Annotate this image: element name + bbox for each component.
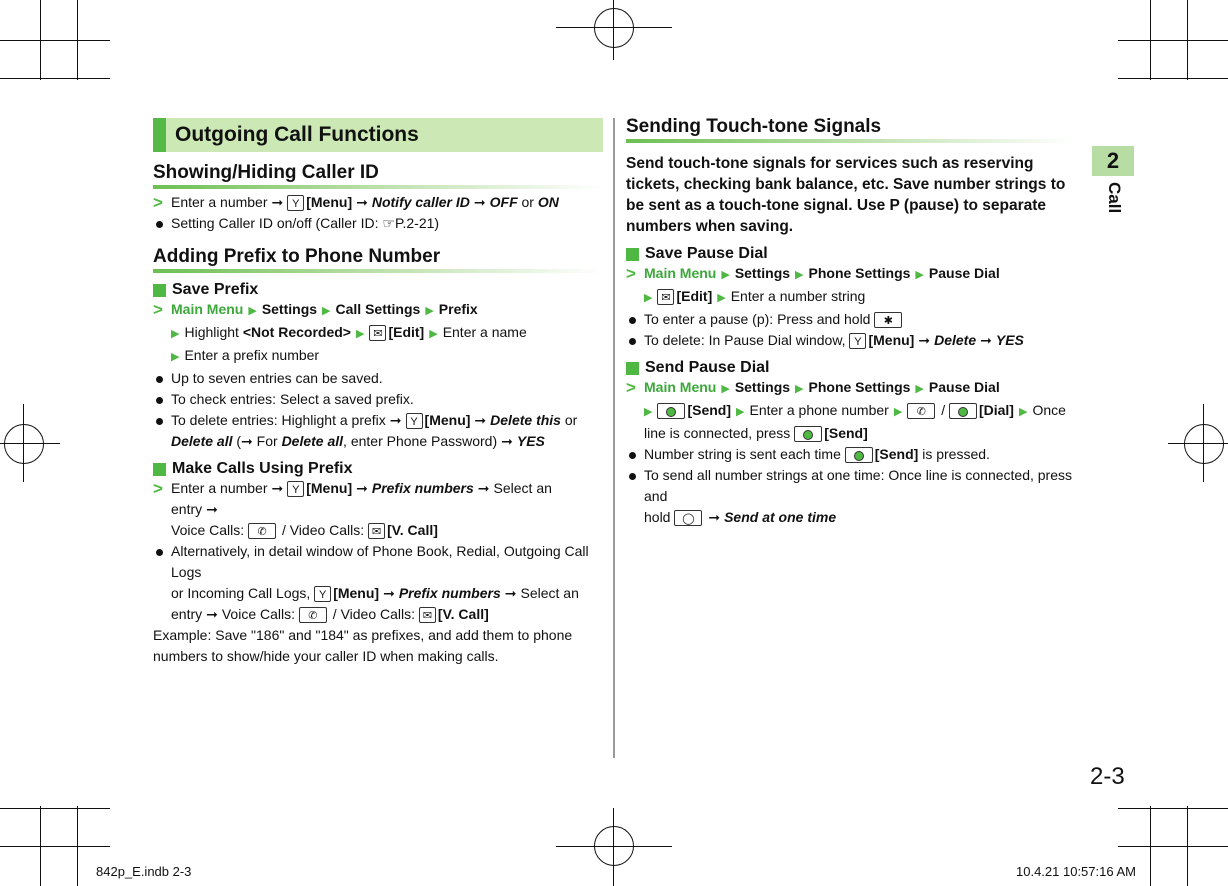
- slug-file: 842p_E.indb 2-3: [96, 864, 192, 879]
- send-pause-note-2: To send all number strings at one time: Once line is connected, press and hold ◯ ➞ Send at one time: [626, 465, 1076, 528]
- save-pause-note-2: To delete: In Pause Dial window, Y [Menu] ➞ Delete ➞ YES: [626, 330, 1076, 351]
- reference-icon: ☞: [382, 215, 395, 231]
- menu-key-icon: Y: [287, 195, 304, 211]
- slug-stamp: 10.4.21 10:57:16 AM: [1016, 864, 1136, 879]
- save-prefix-note-2: To check entries: Select a saved prefix.: [153, 389, 603, 410]
- chapter-tab: [1092, 146, 1134, 176]
- left-column: [153, 118, 603, 667]
- save-prefix-step: ▶ Highlight <Not Recorded> ▶ ✉ [Edit] ▶ Enter a name: [171, 324, 527, 341]
- save-pause-heading: Save Pause Dial: [626, 245, 1076, 263]
- save-pause-note-1: To enter a pause (p): Press and hold ✱: [626, 309, 1076, 330]
- mail-key-icon: ✉: [368, 523, 385, 539]
- example-line-1: Example: Save "186" and "184" as prefixes, and add them to phone: [153, 627, 573, 643]
- make-calls-heading: Make Calls Using Prefix: [153, 460, 603, 478]
- right-column: [626, 116, 1076, 528]
- save-pause-path: > Main Menu ▶ Settings ▶ Phone Settings ▶ Pause Dial: [626, 264, 1000, 283]
- make-calls-note: Alternatively, in detail window of Phone Book, Redial, Outgoing Call Logs or Incoming Call Logs, Y [Menu] ➞ Prefix numbers ➞ Select an entry ➞ Voice Calls: ✆ / Video Calls: ✉ [V. Call]: [153, 541, 603, 625]
- page-number: 2-3: [1090, 763, 1125, 790]
- chapter-label: Call: [1105, 182, 1124, 214]
- send-pause-heading: Send Pause Dial: [626, 359, 1076, 377]
- save-prefix-note-1: Up to seven entries can be saved.: [153, 368, 603, 389]
- caller-id-step: > Enter a number ➞ Y [Menu] ➞ Notify caller ID ➞ OFF or ON: [153, 193, 559, 212]
- example-line-2: numbers to show/hide your caller ID when making calls.: [153, 648, 499, 664]
- touch-tone-heading: Sending Touch-tone Signals: [626, 116, 1076, 143]
- mail-key-icon: ✉: [369, 325, 386, 341]
- side-key-icon: ◯: [674, 510, 702, 526]
- section-title: Outgoing Call Functions: [153, 118, 603, 152]
- center-key-icon: [657, 403, 685, 419]
- save-prefix-note-3: To delete entries: Highlight a prefix ➞ Y [Menu] ➞ Delete this or Delete all (➞ For Delete all, enter Phone Password) ➞ YES: [153, 410, 603, 452]
- asterisk-key-icon: ✱: [874, 312, 902, 328]
- square-icon: [153, 463, 166, 476]
- chapter-number: 2: [1106, 148, 1120, 173]
- caller-id-note: Setting Caller ID on/off (Caller ID: ☞P.2-21): [153, 213, 603, 234]
- square-icon: [153, 284, 166, 297]
- send-pause-path: > Main Menu ▶ Settings ▶ Phone Settings ▶ Pause Dial: [626, 378, 1000, 397]
- save-pause-step: ▶ ✉ [Edit] ▶ Enter a number string: [644, 288, 866, 305]
- call-key-icon: ✆: [248, 523, 276, 539]
- caller-id-heading: Showing/Hiding Caller ID: [153, 162, 603, 189]
- save-prefix-path: > Main Menu ▶ Settings ▶ Call Settings ▶ Prefix: [153, 300, 478, 319]
- save-prefix-step-2: ▶ Enter a prefix number: [171, 347, 320, 363]
- intro-paragraph: Send touch-tone signals for services such as reserving tickets, checking bank balance, etc. Save number strings to be sent as a touch-tone signal. Use P (pause) to separate numbers when saving.: [626, 155, 1066, 235]
- send-pause-step: ▶ [Send] ▶ Enter a phone number ▶ ✆ / [Dial] ▶ Once line is connected, press [Send]: [644, 402, 1066, 441]
- send-pause-note-1: Number string is sent each time [Send] is pressed.: [626, 444, 1076, 465]
- prefix-heading: Adding Prefix to Phone Number: [153, 246, 603, 273]
- make-calls-step: > Enter a number ➞ Y [Menu] ➞ Prefix numbers ➞ Select an entry ➞ Voice Calls: ✆ / Video Calls: ✉ [V. Call]: [153, 479, 552, 539]
- save-prefix-heading: Save Prefix: [153, 281, 603, 299]
